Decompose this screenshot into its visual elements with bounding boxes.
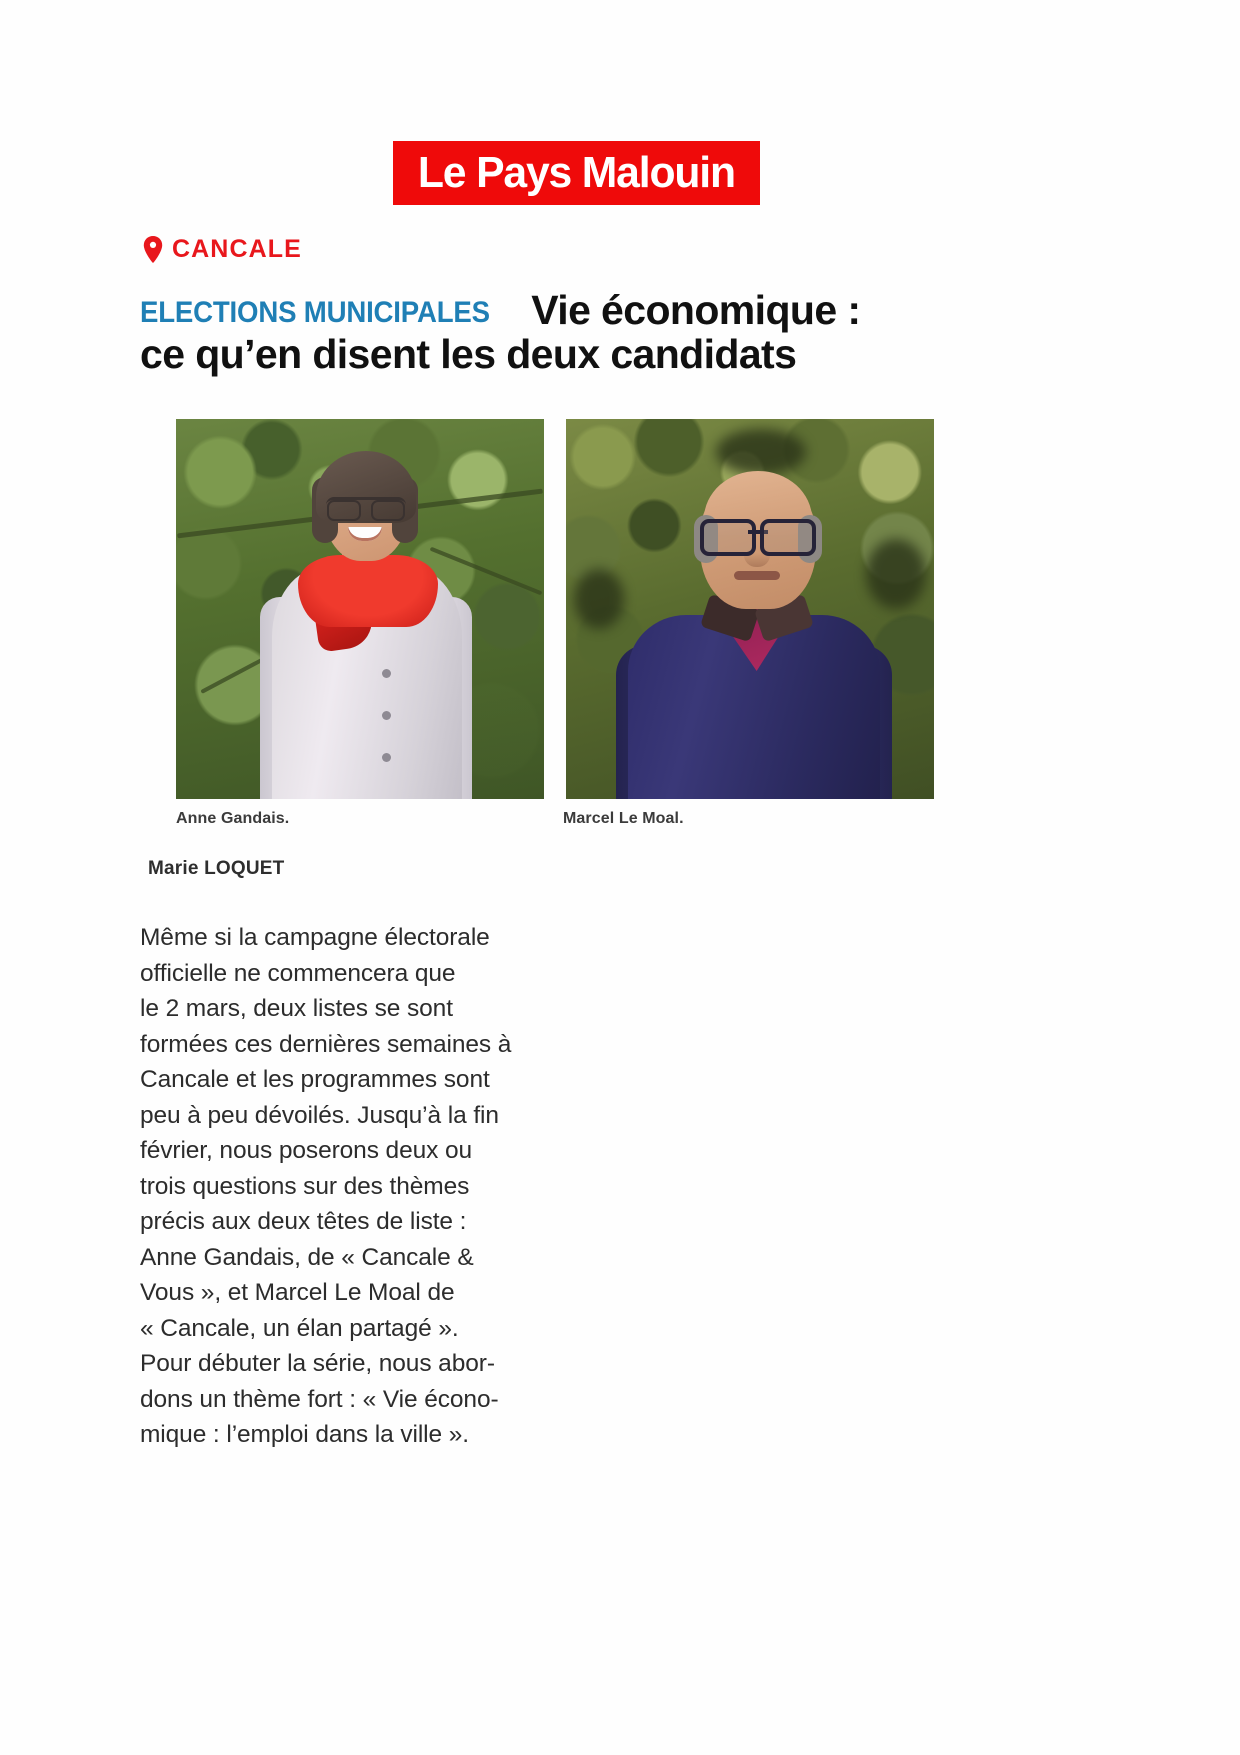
locality-name: CANCALE: [172, 235, 302, 263]
button-detail: [382, 711, 391, 720]
anne-gandais-photo: [176, 419, 544, 799]
article-line: trois questions sur des thèmes: [140, 1172, 470, 1200]
article-line: officielle ne commencera que: [140, 959, 456, 987]
red-scarf: [298, 555, 438, 627]
byline: Marie LOQUET: [148, 858, 285, 879]
foliage-shadow: [716, 429, 806, 475]
button-detail: [382, 669, 391, 678]
article-line: février, nous poserons deux ou: [140, 1137, 473, 1164]
article-line: Vous », et Marcel Le Moal de: [140, 1279, 455, 1306]
article-line: « Cancale, un élan partagé ».: [140, 1314, 459, 1342]
headline-line-1: [140, 288, 1100, 332]
foliage-shadow: [574, 569, 624, 629]
article-body: [140, 920, 570, 1453]
map-pin-icon: [143, 236, 163, 263]
masthead-banner: [393, 141, 760, 205]
glasses-lens-right: [760, 519, 816, 556]
figure-glasses: [326, 497, 406, 518]
article-line: peu à peu dévoilés. Jusqu’à la fin: [140, 1101, 499, 1129]
photo-caption-left: Anne Gandais.: [176, 810, 290, 827]
article-line: Même si la campagne électorale: [140, 924, 490, 951]
foliage-shadow: [866, 539, 926, 609]
figure-mouth: [734, 571, 780, 580]
article-line: dons un thème fort : « Vie écono-: [140, 1385, 499, 1413]
article-line: précis aux deux têtes de liste :: [140, 1208, 467, 1235]
masthead-title: Le Pays Malouin: [418, 148, 735, 197]
headline-line-2: ce qu’en disent les deux candidats: [140, 331, 797, 378]
button-detail: [382, 753, 391, 762]
glasses-lens-left: [700, 519, 756, 556]
photo-row: [176, 419, 934, 799]
article-line: Anne Gandais, de « Cancale &: [140, 1243, 474, 1271]
headline-block: [140, 288, 1100, 377]
marcel-le-moal-photo: [566, 419, 934, 799]
headline-kicker: ELECTIONS MUNICIPALES: [140, 296, 490, 329]
article-line: formées ces dernières semaines à: [140, 1030, 512, 1058]
figure-glasses: [700, 519, 816, 549]
article-line: le 2 mars, deux listes se sont: [140, 995, 453, 1022]
article-line: Cancale et les programmes sont: [140, 1066, 490, 1093]
article-line: mique : l’emploi dans la ville ».: [140, 1421, 469, 1448]
photo-caption-right: Marcel Le Moal.: [563, 810, 684, 827]
article-line: Pour débuter la série, nous abor-: [140, 1350, 495, 1377]
headline-main-1: Vie économique :: [531, 287, 861, 333]
locality-tag: [143, 236, 302, 263]
